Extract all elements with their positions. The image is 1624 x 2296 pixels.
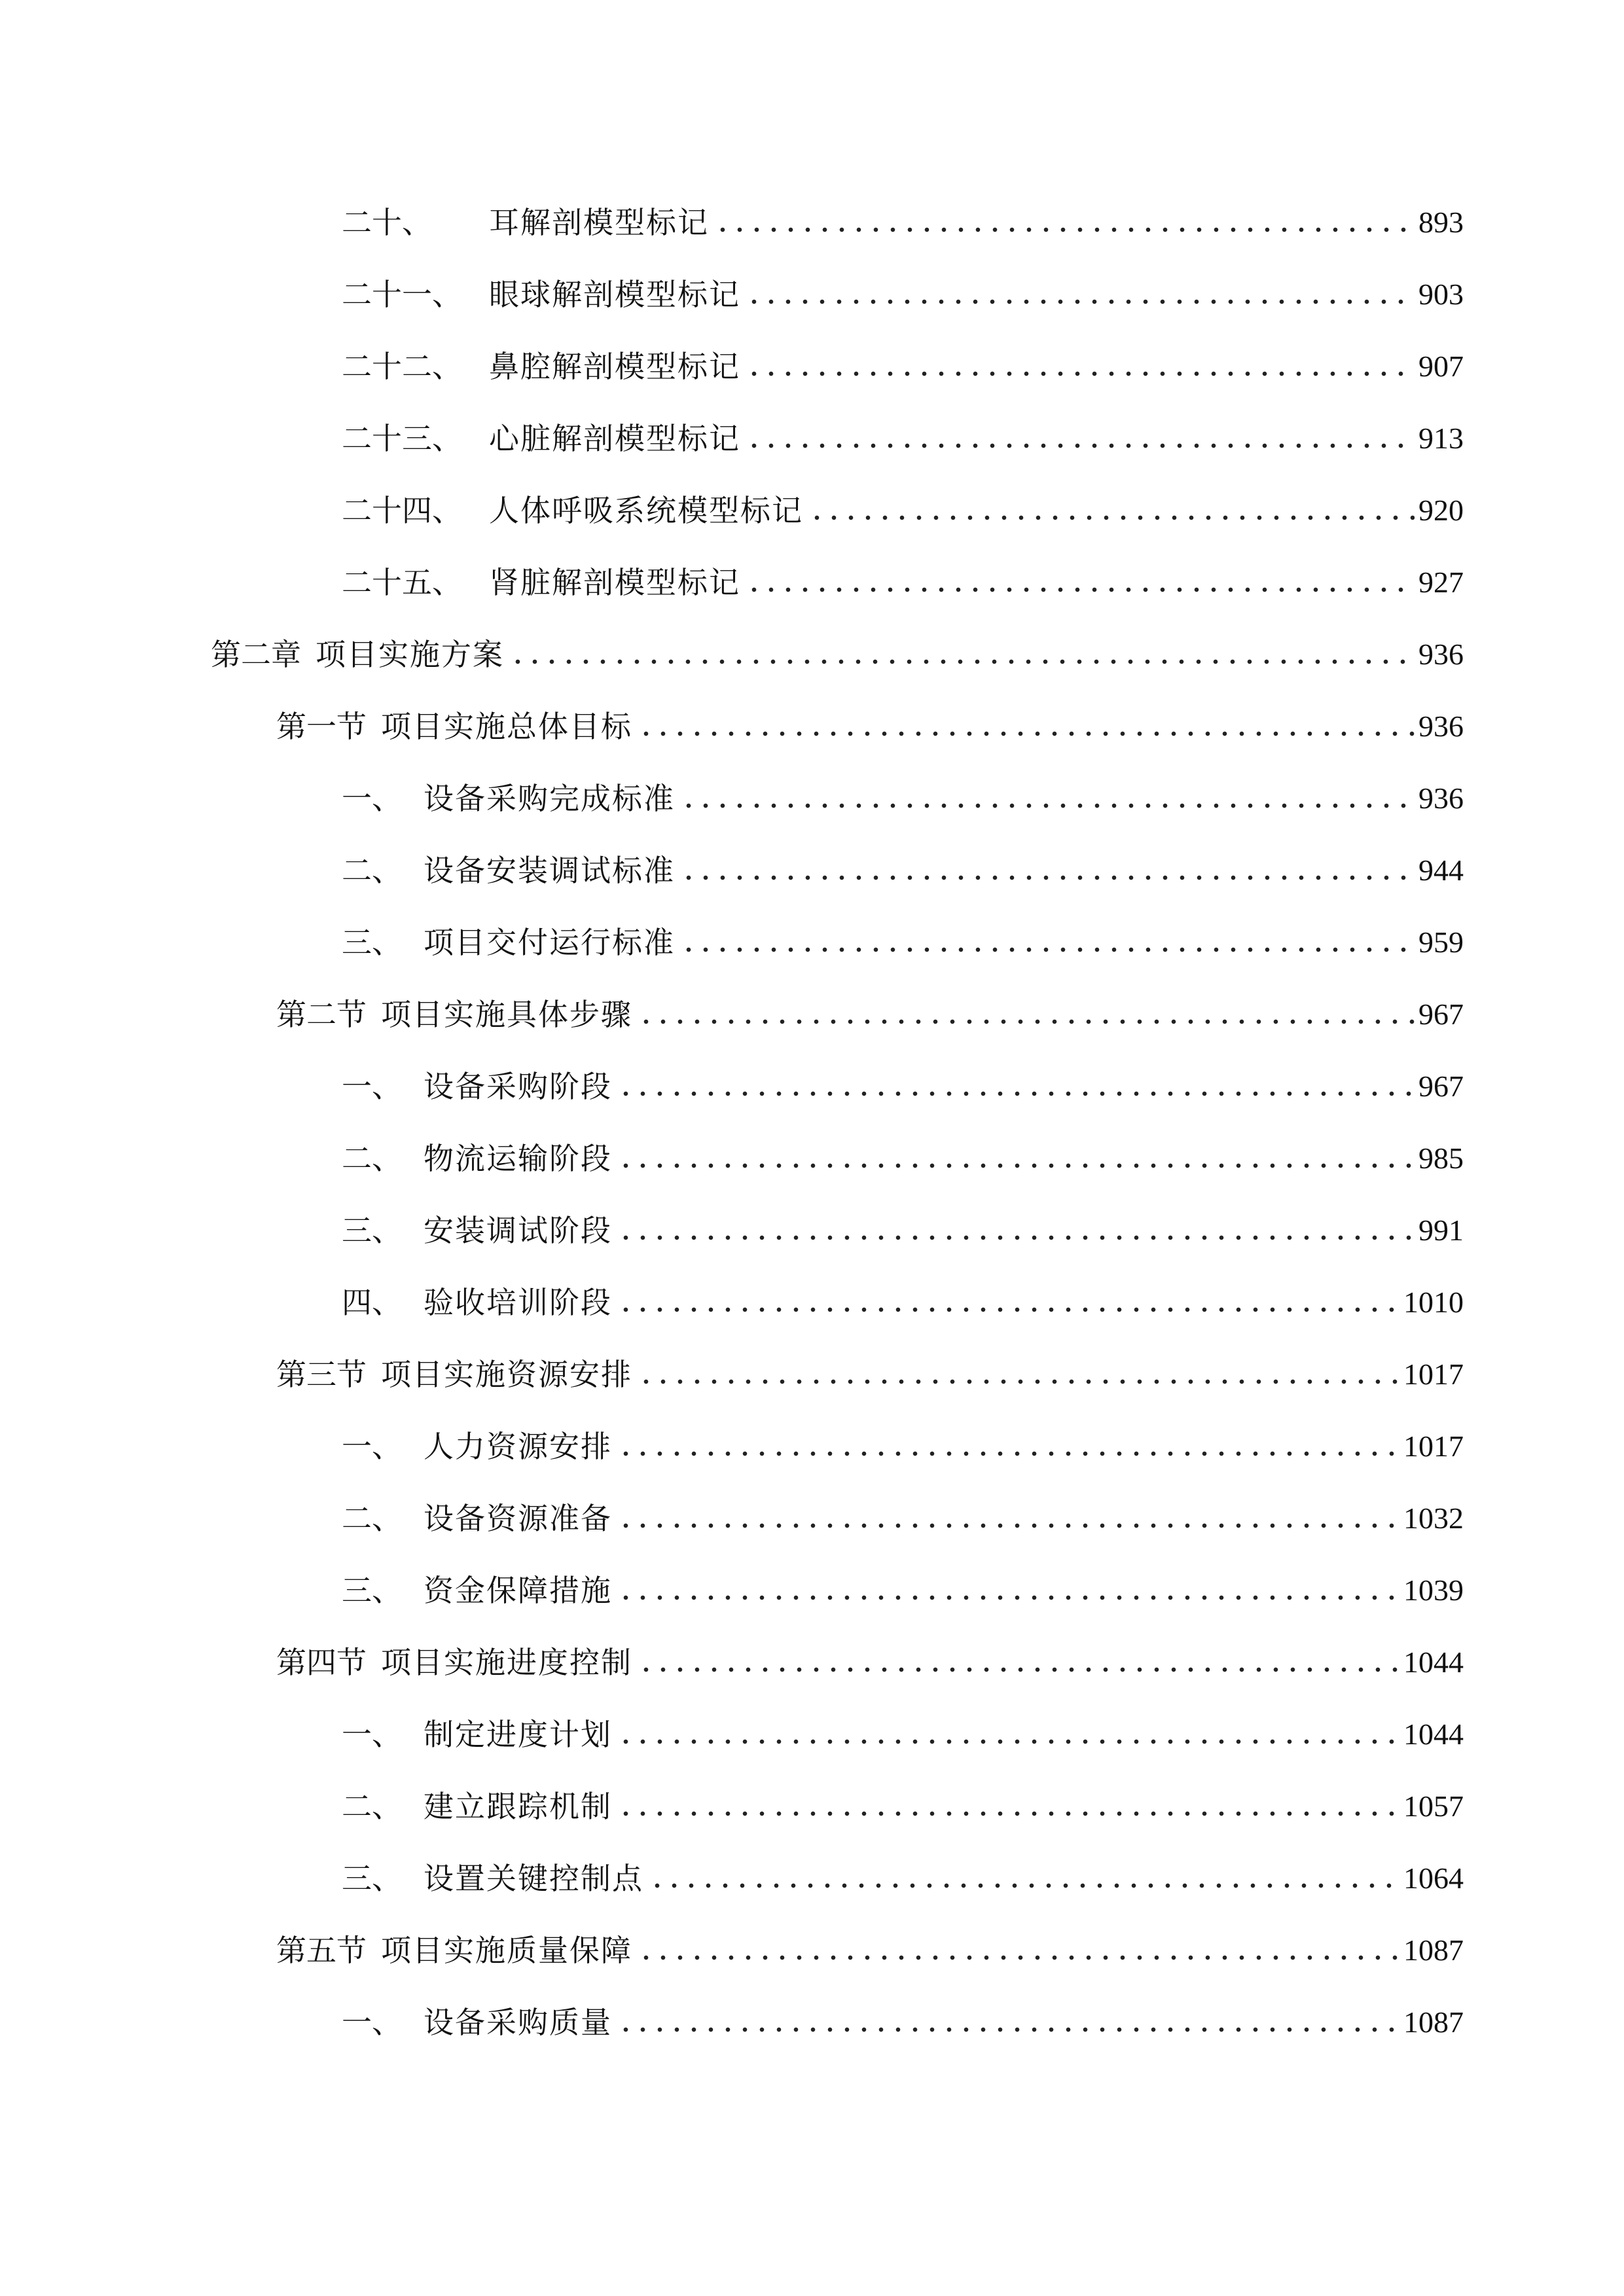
- toc-entry-number: 二十五、: [342, 565, 462, 600]
- toc-entry-title: 项目实施具体步骤: [381, 997, 632, 1032]
- toc-entry[interactable]: [342, 478, 1464, 530]
- toc-entry[interactable]: [342, 1846, 1464, 1898]
- toc-entry-section[interactable]: [276, 1918, 1464, 1970]
- dot-leader: [617, 1738, 1399, 1745]
- toc-entry-chapter[interactable]: [211, 622, 1464, 674]
- toc-entry-title: 项目实施方案: [316, 637, 504, 672]
- toc-entry-number: 一、: [342, 2005, 402, 2040]
- toc-entry-section[interactable]: [276, 1342, 1464, 1394]
- dot-leader: [617, 1810, 1399, 1817]
- toc-entry[interactable]: [342, 334, 1464, 386]
- toc-entry[interactable]: [342, 1990, 1464, 2042]
- toc-entry-title: 设备采购完成标准: [424, 781, 675, 816]
- dot-leader: [638, 1018, 1415, 1025]
- toc-entry-page: 913: [1418, 422, 1464, 455]
- dot-leader: [638, 1378, 1399, 1385]
- toc-entry-number: 第五节: [276, 1933, 367, 1968]
- toc-entry-title: 人力资源安排: [424, 1429, 612, 1464]
- toc-entry-title: 设置关键控制点: [424, 1861, 643, 1896]
- toc-entry-number: 第四节: [276, 1645, 367, 1680]
- toc-entry[interactable]: [342, 550, 1464, 602]
- dot-leader: [714, 226, 1415, 233]
- dot-leader: [509, 658, 1415, 665]
- toc-entry-section[interactable]: [276, 694, 1464, 746]
- toc-entry[interactable]: [342, 262, 1464, 314]
- toc-entry-page: 967: [1418, 997, 1464, 1031]
- toc-entry-title: 建立跟踪机制: [424, 1789, 612, 1824]
- toc-entry-title: 人体呼吸系统模型标记: [489, 493, 803, 528]
- dot-leader: [808, 514, 1415, 521]
- toc-entry-number: 二十一、: [342, 277, 462, 312]
- toc-entry-page: 920: [1418, 493, 1464, 527]
- toc-entry-page: 1057: [1403, 1789, 1464, 1823]
- toc-entry-title: 项目交付运行标准: [424, 925, 675, 960]
- dot-leader: [746, 370, 1415, 377]
- toc-entry[interactable]: [342, 1558, 1464, 1610]
- toc-entry-page: 1044: [1403, 1717, 1464, 1751]
- toc-entry-number: 四、: [342, 1285, 402, 1320]
- toc-entry-title: 耳解剖模型标记: [489, 205, 709, 240]
- dot-leader: [680, 802, 1415, 809]
- toc-entry[interactable]: [342, 766, 1464, 818]
- toc-entry-section[interactable]: [276, 982, 1464, 1034]
- toc-entry-number: 二、: [342, 853, 402, 888]
- toc-entry-number: 二、: [342, 1501, 402, 1536]
- toc-entry-title: 资金保障措施: [424, 1573, 612, 1608]
- toc-entry-page: 967: [1418, 1069, 1464, 1103]
- dot-leader: [649, 1882, 1399, 1889]
- toc-entry-page: 959: [1418, 925, 1464, 959]
- toc-entry-title: 心脏解剖模型标记: [489, 421, 740, 456]
- toc-entry[interactable]: [342, 838, 1464, 890]
- toc-entry[interactable]: [342, 1126, 1464, 1178]
- toc-entry-page: 936: [1418, 637, 1464, 671]
- dot-leader: [746, 298, 1415, 305]
- toc-entry-page: 991: [1418, 1213, 1464, 1247]
- dot-leader: [617, 1594, 1399, 1601]
- toc-entry-title: 项目实施质量保障: [381, 1933, 632, 1968]
- toc-entry-page: 985: [1418, 1141, 1464, 1175]
- toc-entry-number: 一、: [342, 1429, 402, 1464]
- toc-entry[interactable]: [342, 1198, 1464, 1250]
- toc-entry-title: 项目实施进度控制: [381, 1645, 632, 1680]
- toc-entry-page: 936: [1418, 781, 1464, 815]
- toc-entry[interactable]: [342, 1414, 1464, 1466]
- toc-entry-title: 项目实施总体目标: [381, 709, 632, 744]
- toc-entry-title: 设备安装调试标准: [424, 853, 675, 888]
- toc-entry-number: 第三节: [276, 1357, 367, 1392]
- dot-leader: [617, 1450, 1399, 1457]
- dot-leader: [617, 1234, 1415, 1241]
- toc-entry[interactable]: [342, 406, 1464, 458]
- toc-entry-title: 设备采购质量: [424, 2005, 612, 2040]
- dot-leader: [680, 874, 1415, 881]
- toc-entry-page: 927: [1418, 565, 1464, 599]
- toc-entry-number: 二十二、: [342, 349, 462, 384]
- dot-leader: [617, 2026, 1399, 2033]
- toc-entry-number: 二十三、: [342, 421, 462, 456]
- toc-entry-page: 1087: [1403, 2005, 1464, 2039]
- dot-leader: [746, 586, 1415, 593]
- toc-entry-title: 鼻腔解剖模型标记: [489, 349, 740, 384]
- toc-entry[interactable]: [342, 1702, 1464, 1754]
- toc-entry-title: 物流运输阶段: [424, 1141, 612, 1176]
- toc-entry-number: 三、: [342, 1861, 402, 1896]
- toc-entry-title: 设备资源准备: [424, 1501, 612, 1536]
- toc-entry-page: 1017: [1403, 1357, 1464, 1391]
- toc-entry-page: 1032: [1403, 1501, 1464, 1535]
- dot-leader: [617, 1162, 1415, 1169]
- toc-entry[interactable]: [342, 1486, 1464, 1538]
- toc-entry-number: 二十、: [342, 205, 432, 240]
- toc-entry-page: 936: [1418, 709, 1464, 743]
- dot-leader: [617, 1306, 1399, 1313]
- dot-leader: [638, 1666, 1399, 1673]
- toc-entry[interactable]: [342, 910, 1464, 962]
- toc-entry-number: 三、: [342, 1213, 402, 1248]
- toc-entry-page: 1017: [1403, 1429, 1464, 1463]
- toc-entry-number: 二、: [342, 1141, 402, 1176]
- toc-entry[interactable]: [342, 1054, 1464, 1106]
- toc-entry-page: 893: [1418, 206, 1464, 239]
- toc-entry-page: 1010: [1403, 1285, 1464, 1319]
- toc-entry-number: 三、: [342, 1573, 402, 1608]
- dot-leader: [746, 442, 1415, 449]
- toc-entry-number: 二十四、: [342, 493, 462, 528]
- dot-leader: [617, 1522, 1399, 1529]
- dot-leader: [680, 946, 1415, 953]
- toc-entry-number: 第一节: [276, 709, 367, 744]
- toc-entry-title: 验收培训阶段: [424, 1285, 612, 1320]
- toc-entry-title: 眼球解剖模型标记: [489, 277, 740, 312]
- toc-entry-title: 项目实施资源安排: [381, 1357, 632, 1392]
- toc-entry-title: 设备采购阶段: [424, 1069, 612, 1104]
- toc-entry[interactable]: [342, 1774, 1464, 1826]
- toc-entry-title: 肾脏解剖模型标记: [489, 565, 740, 600]
- toc-entry-page: 1087: [1403, 1933, 1464, 1967]
- toc-entry-number: 三、: [342, 925, 402, 960]
- toc-entry-number: 二、: [342, 1789, 402, 1824]
- dot-leader: [617, 1090, 1415, 1097]
- toc-entry-page: 1044: [1403, 1645, 1464, 1679]
- toc-entry-number: 一、: [342, 1717, 402, 1752]
- toc-entry-number: 第二章: [211, 637, 301, 672]
- toc-entry-title: 安装调试阶段: [424, 1213, 612, 1248]
- toc-entry-page: 1039: [1403, 1573, 1464, 1607]
- toc-entry[interactable]: [342, 190, 1464, 242]
- dot-leader: [638, 730, 1415, 737]
- toc-entry[interactable]: [342, 1270, 1464, 1322]
- toc-entry-page: 907: [1418, 350, 1464, 383]
- toc-entry-page: 903: [1418, 278, 1464, 311]
- toc-entry-number: 第二节: [276, 997, 367, 1032]
- toc-entry-number: 一、: [342, 1069, 402, 1104]
- toc-entry-title: 制定进度计划: [424, 1717, 612, 1752]
- toc-entry-page: 1064: [1403, 1861, 1464, 1895]
- toc-entry-page: 944: [1418, 853, 1464, 887]
- toc-entry-number: 一、: [342, 781, 402, 816]
- dot-leader: [638, 1954, 1399, 1961]
- toc-entry-section[interactable]: [276, 1630, 1464, 1682]
